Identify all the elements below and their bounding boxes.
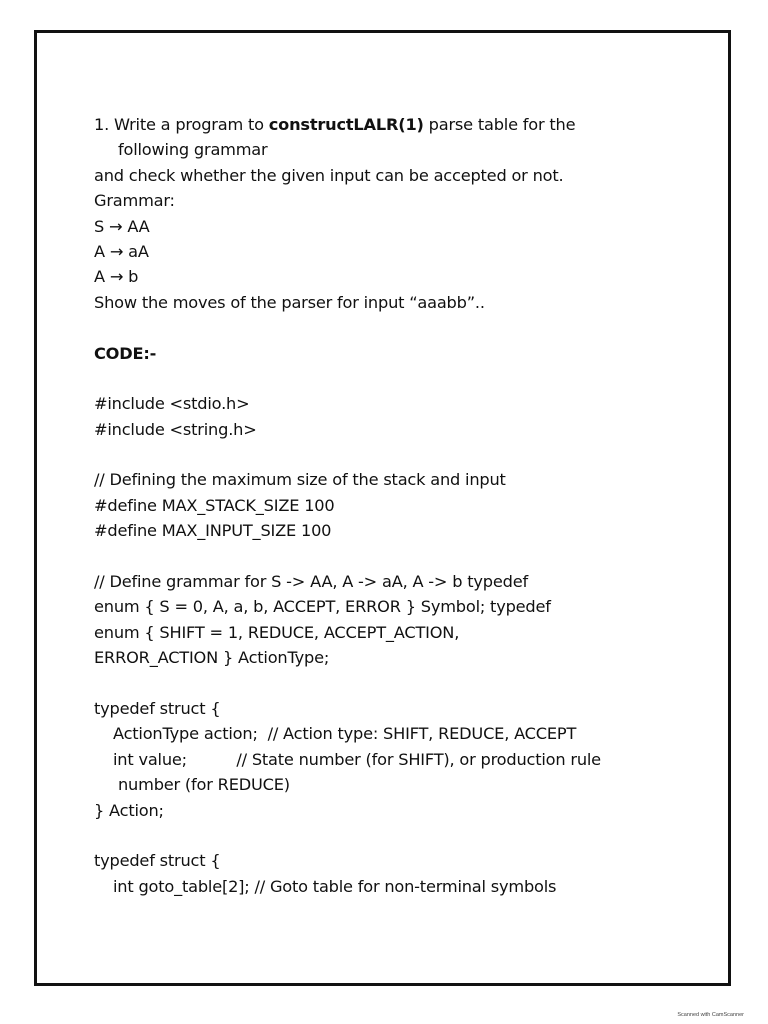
code-line: #define MAX_STACK_SIZE 100 — [94, 495, 335, 515]
code-line: } Action; — [94, 800, 164, 820]
code-line: ERROR_ACTION } ActionType; — [94, 648, 330, 668]
spacer — [94, 366, 654, 391]
code-line: number (for REDUCE) — [118, 775, 290, 795]
grammar-rule: A → aA — [94, 241, 149, 261]
code-line: ActionType action; // Action type: SHIFT, REDUCE, ACCEPT — [113, 724, 577, 744]
grammar-label: Grammar: — [94, 191, 175, 211]
code-line: #define MAX_INPUT_SIZE 100 — [94, 521, 332, 541]
code-line: enum { SHIFT = 1, REDUCE, ACCEPT_ACTION, — [94, 622, 460, 642]
spacer — [94, 442, 654, 467]
spacer — [94, 315, 654, 340]
question-line-3: and check whether the given input can be accepted or not. — [94, 165, 564, 185]
code-line: typedef struct { — [94, 698, 221, 718]
scanner-watermark: Scanned with CamScanner — [677, 1012, 744, 1018]
document-body — [94, 112, 654, 899]
question-suffix: parse table for the — [423, 115, 576, 134]
question-line-2: following grammar — [118, 140, 268, 160]
spacer — [94, 823, 654, 848]
spacer — [94, 671, 654, 696]
code-heading-text: CODE:- — [94, 343, 157, 363]
show-moves-line: Show the moves of the parser for input “aaabb”.. — [94, 292, 485, 312]
code-line: #include <stdio.h> — [94, 394, 250, 414]
code-line: enum { S = 0, A, a, b, ACCEPT, ERROR } Symbol; typedef — [94, 597, 551, 617]
code-line: int goto_table[2]; // Goto table for non-terminal symbols — [113, 876, 557, 896]
code-line: // Define grammar for S -> AA, A -> aA, A -> b typedef — [94, 572, 528, 592]
code-line: int value; // State number (for SHIFT), or production rule — [113, 749, 601, 769]
spacer — [94, 544, 654, 569]
question-line-1 — [94, 112, 654, 137]
code-line: #include <string.h> — [94, 419, 257, 439]
question-bold-term: constructLALR(1) — [268, 115, 424, 134]
code-line: // Defining the maximum size of the stack and input — [94, 470, 506, 490]
grammar-rule: A → b — [94, 267, 139, 287]
code-heading — [94, 341, 654, 366]
code-line: typedef struct { — [94, 851, 221, 871]
grammar-rule: S → AA — [94, 216, 150, 236]
question-prefix: 1. Write a program to — [94, 115, 269, 134]
